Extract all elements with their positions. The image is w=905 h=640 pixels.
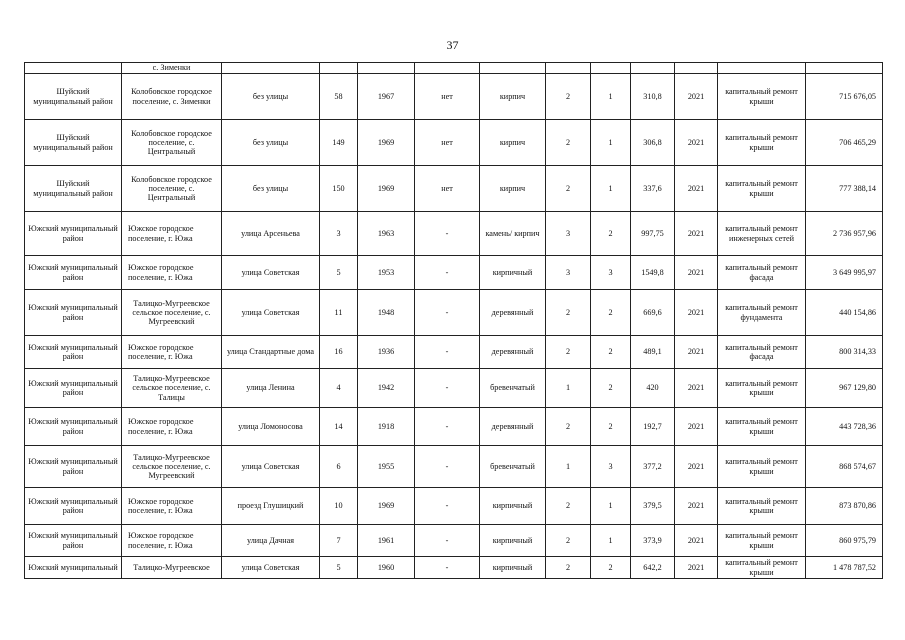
year-cell: 1936 — [358, 336, 415, 369]
district-cell: Южский муниципальный район — [25, 369, 122, 408]
floors-cell: 3 — [546, 256, 591, 290]
area-cell: 337,6 — [631, 166, 675, 212]
floors-cell: 3 — [546, 212, 591, 256]
year-cell: 1955 — [358, 446, 415, 488]
overhaul-cell: нет — [415, 120, 480, 166]
settlement-cell: Талицко-Мугреевское сельское поселение, с. Мугреевский — [122, 290, 222, 336]
settlement-cell: Южское городское поселение, г. Южа — [122, 256, 222, 290]
area-cell: 997,75 — [631, 212, 675, 256]
street-cell: улица Ломоносова — [222, 408, 320, 446]
plan-year-cell: 2021 — [675, 488, 718, 525]
year-cell — [358, 63, 415, 74]
floors-cell: 2 — [546, 408, 591, 446]
year-cell: 1961 — [358, 525, 415, 557]
year-cell: 1969 — [358, 120, 415, 166]
floors-cell: 2 — [546, 74, 591, 120]
street-cell: улица Арсеньева — [222, 212, 320, 256]
material-cell: деревянный — [480, 408, 546, 446]
entrances-cell: 1 — [591, 74, 631, 120]
district-cell: Шуйский муниципальный район — [25, 120, 122, 166]
material-cell: камень/ кирпич — [480, 212, 546, 256]
work-type-cell: капитальный ремонт крыши — [718, 525, 806, 557]
house-cell: 10 — [320, 488, 358, 525]
year-cell: 1960 — [358, 557, 415, 579]
work-type-cell: капитальный ремонт крыши — [718, 166, 806, 212]
plan-year-cell: 2021 — [675, 446, 718, 488]
plan-year-cell: 2021 — [675, 74, 718, 120]
material-cell: деревянный — [480, 336, 546, 369]
cost-cell: 860 975,79 — [806, 525, 883, 557]
entrances-cell: 3 — [591, 256, 631, 290]
street-cell — [222, 63, 320, 74]
overhaul-cell: - — [415, 256, 480, 290]
district-cell: Южский муниципальный район — [25, 212, 122, 256]
plan-year-cell: 2021 — [675, 369, 718, 408]
material-cell: кирпичный — [480, 557, 546, 579]
district-cell: Южский муниципальный — [25, 557, 122, 579]
year-cell: 1953 — [358, 256, 415, 290]
cost-cell: 1 478 787,52 — [806, 557, 883, 579]
district-cell: Южский муниципальный район — [25, 408, 122, 446]
settlement-cell: Колобовское городское поселение, с. Центральный — [122, 120, 222, 166]
cost-cell: 440 154,86 — [806, 290, 883, 336]
material-cell — [480, 63, 546, 74]
plan-year-cell: 2021 — [675, 166, 718, 212]
area-cell: 192,7 — [631, 408, 675, 446]
street-cell: улица Советская — [222, 290, 320, 336]
cost-cell: 715 676,05 — [806, 74, 883, 120]
house-cell: 150 — [320, 166, 358, 212]
settlement-cell: с. Зименки — [122, 63, 222, 74]
table-row — [25, 166, 883, 212]
district-cell: Южский муниципальный район — [25, 525, 122, 557]
material-cell: кирпич — [480, 166, 546, 212]
street-cell: улица Советская — [222, 557, 320, 579]
district-cell: Южский муниципальный район — [25, 488, 122, 525]
table-row — [25, 74, 883, 120]
area-cell: 1549,8 — [631, 256, 675, 290]
table-row — [25, 369, 883, 408]
material-cell: деревянный — [480, 290, 546, 336]
district-cell — [25, 63, 122, 74]
settlement-cell: Колобовское городское поселение, с. Зименки — [122, 74, 222, 120]
work-type-cell: капитальный ремонт крыши — [718, 369, 806, 408]
street-cell: улица Стандартные дома — [222, 336, 320, 369]
table-row — [25, 63, 883, 74]
overhaul-cell: - — [415, 369, 480, 408]
floors-cell — [546, 63, 591, 74]
street-cell: без улицы — [222, 120, 320, 166]
year-cell: 1942 — [358, 369, 415, 408]
cost-cell: 967 129,80 — [806, 369, 883, 408]
page-number: 37 — [446, 38, 459, 52]
year-cell: 1963 — [358, 212, 415, 256]
house-cell: 5 — [320, 256, 358, 290]
year-cell: 1969 — [358, 166, 415, 212]
overhaul-cell: нет — [415, 74, 480, 120]
district-cell: Южский муниципальный район — [25, 256, 122, 290]
street-cell: улица Советская — [222, 256, 320, 290]
work-type-cell: капитальный ремонт инженерных сетей — [718, 212, 806, 256]
area-cell: 379,5 — [631, 488, 675, 525]
overhaul-cell: нет — [415, 166, 480, 212]
street-cell: без улицы — [222, 166, 320, 212]
plan-year-cell: 2021 — [675, 120, 718, 166]
plan-year-cell: 2021 — [675, 212, 718, 256]
floors-cell: 2 — [546, 120, 591, 166]
table-row — [25, 212, 883, 256]
material-cell: кирпичный — [480, 488, 546, 525]
work-type-cell: капитальный ремонт крыши — [718, 120, 806, 166]
floors-cell: 1 — [546, 369, 591, 408]
floors-cell: 2 — [546, 488, 591, 525]
work-type-cell: капитальный ремонт крыши — [718, 74, 806, 120]
settlement-cell: Южское городское поселение, г. Южа — [122, 336, 222, 369]
house-cell: 3 — [320, 212, 358, 256]
overhaul-cell — [415, 63, 480, 74]
work-type-cell: капитальный ремонт крыши — [718, 557, 806, 579]
overhaul-cell: - — [415, 408, 480, 446]
district-cell: Шуйский муниципальный район — [25, 74, 122, 120]
year-cell: 1918 — [358, 408, 415, 446]
floors-cell: 1 — [546, 446, 591, 488]
district-cell: Южский муниципальный район — [25, 446, 122, 488]
street-cell: улица Советская — [222, 446, 320, 488]
plan-year-cell: 2021 — [675, 290, 718, 336]
area-cell: 377,2 — [631, 446, 675, 488]
plan-year-cell: 2021 — [675, 408, 718, 446]
area-cell: 669,6 — [631, 290, 675, 336]
entrances-cell: 2 — [591, 290, 631, 336]
settlement-cell: Талицко-Мугреевское сельское поселение, с. Талицы — [122, 369, 222, 408]
floors-cell: 2 — [546, 290, 591, 336]
year-cell: 1967 — [358, 74, 415, 120]
table-row — [25, 446, 883, 488]
year-cell: 1969 — [358, 488, 415, 525]
settlement-cell: Южское городское поселение, г. Южа — [122, 408, 222, 446]
overhaul-cell: - — [415, 446, 480, 488]
floors-cell: 2 — [546, 525, 591, 557]
entrances-cell: 3 — [591, 446, 631, 488]
table-body — [25, 63, 883, 579]
material-cell: кирпич — [480, 74, 546, 120]
house-cell: 5 — [320, 557, 358, 579]
house-cell: 7 — [320, 525, 358, 557]
house-cell: 14 — [320, 408, 358, 446]
district-cell: Южский муниципальный район — [25, 336, 122, 369]
entrances-cell: 2 — [591, 557, 631, 579]
street-cell: без улицы — [222, 74, 320, 120]
house-cell: 16 — [320, 336, 358, 369]
settlement-cell: Талицко-Мугреевское сельское поселение, с. Мугреевский — [122, 446, 222, 488]
material-cell: кирпичный — [480, 256, 546, 290]
street-cell: улица Ленина — [222, 369, 320, 408]
table-row — [25, 525, 883, 557]
work-type-cell: капитальный ремонт крыши — [718, 488, 806, 525]
entrances-cell: 2 — [591, 408, 631, 446]
floors-cell: 2 — [546, 557, 591, 579]
district-cell: Южский муниципальный район — [25, 290, 122, 336]
entrances-cell: 1 — [591, 525, 631, 557]
street-cell: проезд Глушицкий — [222, 488, 320, 525]
floors-cell: 2 — [546, 166, 591, 212]
entrances-cell: 1 — [591, 488, 631, 525]
house-cell: 4 — [320, 369, 358, 408]
house-cell: 11 — [320, 290, 358, 336]
table-row — [25, 290, 883, 336]
year-cell: 1948 — [358, 290, 415, 336]
work-type-cell — [718, 63, 806, 74]
work-type-cell: капитальный ремонт фундамента — [718, 290, 806, 336]
house-cell — [320, 63, 358, 74]
overhaul-cell: - — [415, 557, 480, 579]
area-cell: 489,1 — [631, 336, 675, 369]
entrances-cell: 2 — [591, 369, 631, 408]
table-row — [25, 488, 883, 525]
settlement-cell: Южское городское поселение, г. Южа — [122, 212, 222, 256]
area-cell: 642,2 — [631, 557, 675, 579]
table-row — [25, 256, 883, 290]
work-type-cell: капитальный ремонт крыши — [718, 408, 806, 446]
overhaul-cell: - — [415, 212, 480, 256]
floors-cell: 2 — [546, 336, 591, 369]
material-cell: бревенчатый — [480, 369, 546, 408]
street-cell: улица Дачная — [222, 525, 320, 557]
material-cell: бревенчатый — [480, 446, 546, 488]
cost-cell: 800 314,33 — [806, 336, 883, 369]
work-type-cell: капитальный ремонт фасада — [718, 256, 806, 290]
plan-year-cell: 2021 — [675, 336, 718, 369]
settlement-cell: Колобовское городское поселение, с. Центральный — [122, 166, 222, 212]
entrances-cell: 1 — [591, 166, 631, 212]
plan-year-cell: 2021 — [675, 525, 718, 557]
table-row — [25, 557, 883, 579]
house-cell: 58 — [320, 74, 358, 120]
house-cell: 6 — [320, 446, 358, 488]
overhaul-cell: - — [415, 488, 480, 525]
area-cell: 310,8 — [631, 74, 675, 120]
plan-year-cell — [675, 63, 718, 74]
cost-cell: 2 736 957,96 — [806, 212, 883, 256]
house-cell: 149 — [320, 120, 358, 166]
material-cell: кирпич — [480, 120, 546, 166]
cost-cell: 443 728,36 — [806, 408, 883, 446]
entrances-cell: 1 — [591, 120, 631, 166]
district-cell: Шуйский муниципальный район — [25, 166, 122, 212]
overhaul-register-table — [24, 62, 883, 579]
settlement-cell: Южское городское поселение, г. Южа — [122, 488, 222, 525]
area-cell: 420 — [631, 369, 675, 408]
cost-cell: 873 870,86 — [806, 488, 883, 525]
entrances-cell — [591, 63, 631, 74]
entrances-cell: 2 — [591, 212, 631, 256]
table-row — [25, 408, 883, 446]
cost-cell — [806, 63, 883, 74]
plan-year-cell: 2021 — [675, 256, 718, 290]
area-cell: 373,9 — [631, 525, 675, 557]
cost-cell: 706 465,29 — [806, 120, 883, 166]
cost-cell: 868 574,67 — [806, 446, 883, 488]
settlement-cell: Талицко-Мугреевское — [122, 557, 222, 579]
work-type-cell: капитальный ремонт фасада — [718, 336, 806, 369]
plan-year-cell: 2021 — [675, 557, 718, 579]
overhaul-cell: - — [415, 290, 480, 336]
cost-cell: 3 649 995,97 — [806, 256, 883, 290]
entrances-cell: 2 — [591, 336, 631, 369]
area-cell: 306,8 — [631, 120, 675, 166]
cost-cell: 777 388,14 — [806, 166, 883, 212]
settlement-cell: Южское городское поселение, г. Южа — [122, 525, 222, 557]
table-row — [25, 120, 883, 166]
overhaul-cell: - — [415, 336, 480, 369]
area-cell — [631, 63, 675, 74]
material-cell: кирпичный — [480, 525, 546, 557]
work-type-cell: капитальный ремонт крыши — [718, 446, 806, 488]
overhaul-cell: - — [415, 525, 480, 557]
table-row — [25, 336, 883, 369]
